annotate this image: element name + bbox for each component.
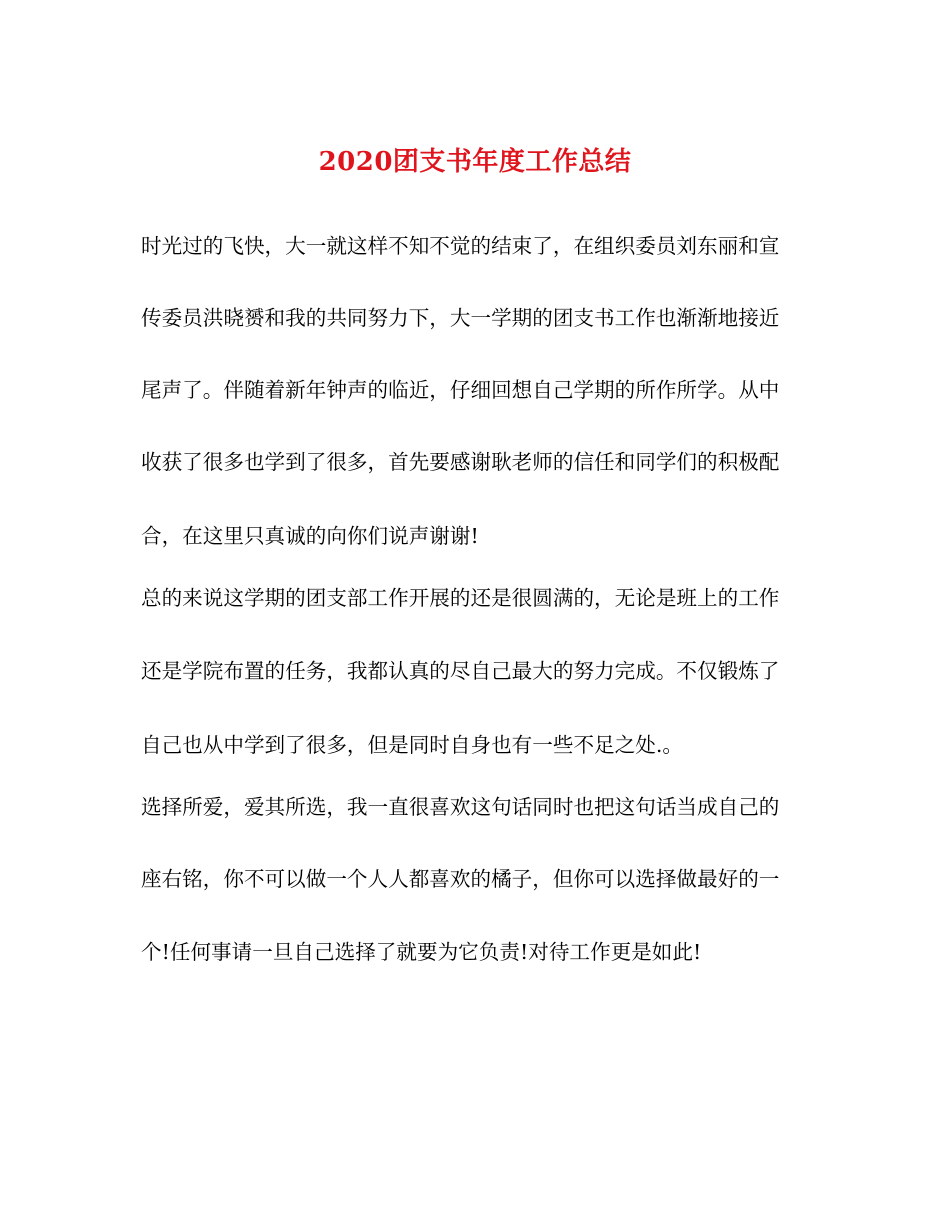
- paragraph-1-line-4: 收获了很多也学到了很多，首先要感谢耿老师的信任和同学们的积极配: [141, 450, 780, 474]
- paragraph-1-line-2: 传委员洪晓赟和我的共同努力下，大一学期的团支书工作也渐渐地接近: [141, 306, 780, 330]
- paragraph-3-line-1: 选择所爱，爱其所选，我一直很喜欢这句话同时也把这句话当成自己的: [141, 795, 780, 819]
- paragraph-2-line-2: 还是学院布置的任务，我都认真的尽自己最大的努力完成。不仅锻炼了: [141, 659, 780, 683]
- paragraph-1-line-5: 合，在这里只真诚的向你们说声谢谢!: [141, 524, 479, 548]
- paragraph-3-line-3: 个!任何事请一旦自己选择了就要为它负责!对待工作更是如此!: [141, 940, 702, 964]
- document-title: 2020团支书年度工作总结: [318, 147, 632, 177]
- paragraph-2-line-1: 总的来说这学期的团支部工作开展的还是很圆满的，无论是班上的工作: [141, 586, 780, 610]
- paragraph-3-line-2: 座右铭，你不可以做一个人人都喜欢的橘子，但你可以选择做最好的一: [141, 867, 780, 891]
- paragraph-1-line-3: 尾声了。伴随着新年钟声的临近，仔细回想自己学期的所作所学。从中: [141, 378, 780, 402]
- paragraph-2-line-3: 自己也从中学到了很多，但是同时自身也有一些不足之处.。: [141, 733, 683, 757]
- paragraph-1-line-1: 时光过的飞快，大一就这样不知不觉的结束了，在组织委员刘东丽和宣: [141, 234, 780, 258]
